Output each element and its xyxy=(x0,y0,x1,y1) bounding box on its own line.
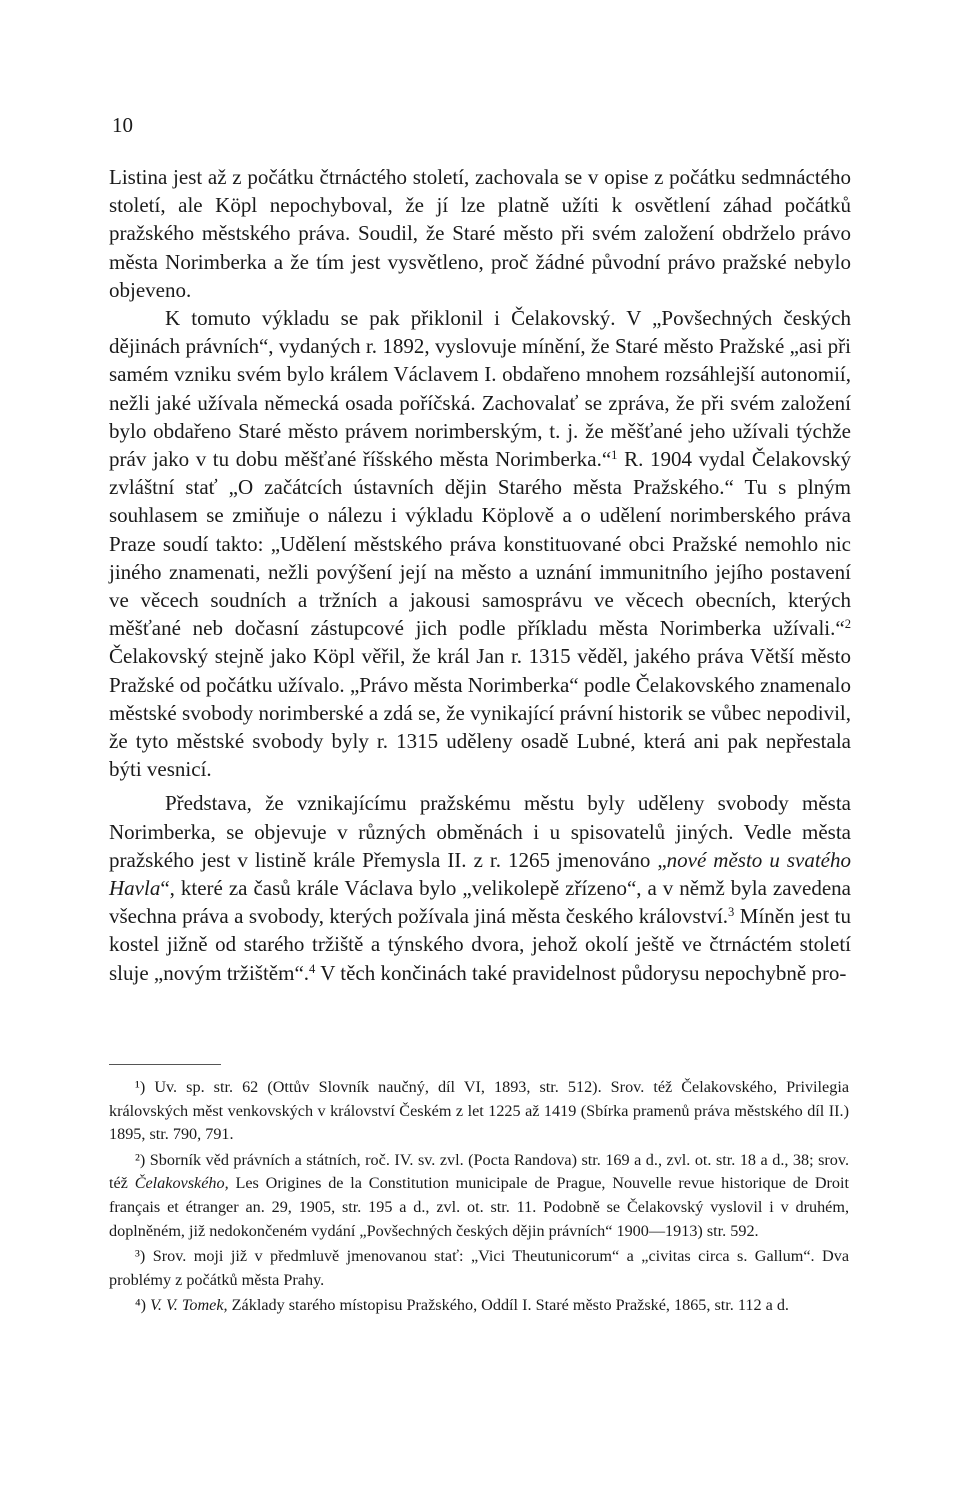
footnote-2-mark: ²) xyxy=(135,1150,146,1169)
paragraph-3-cont2: Míněn jest tu kostel jižně od starého tržiště a týnského dvora, jehož okolí ještě ve čtrnáctém století sluje „novým tržištěm“. xyxy=(109,904,851,985)
paragraph-2-end: Čelakovský stejně jako Köpl věřil, že král Jan r. 1315 věděl, jakého práva Větší město Pražské od počátku užívalo. „Právo města Norimberka“ podle Čelakovského znamenalo městské svobody norimberské a zdá se, že vynikající právní historik se vůbec nepodivil, že tyto městské svobody byly r. 1315 uděleny osadě Lubné, která ani pak nepřestala býti vesnicí. xyxy=(109,644,851,782)
paragraph-2-text: K tomuto výkladu se pak přiklonil i Čelakovský. V „Povšechných českých dějinách právních“, vydaných r. 1892, vyslovuje mínění, že Staré město Pražské „asi při samém vzniku svém bylo králem Václavem I. obdařeno mnohem rozsáhlejší autonomií, nežli jaké užívala německá osada poříčská. Zachovalať se zpráva, že při svém založení bylo obdařeno Staré město právem norimberským, t. j. že měšťané jeho užívali týchže práv jako v tu dobu měšťané říšského města Norimberka.“ xyxy=(109,306,851,472)
paragraph-3 xyxy=(109,789,851,986)
footnote-4-mark: ⁴) xyxy=(135,1296,147,1315)
page-number: 10 xyxy=(112,113,133,137)
footnote-mark-2: 2 xyxy=(844,617,851,632)
paragraph-3-end: V těch končinách také pravidelnost půdorysu nepochybně pro- xyxy=(320,960,847,985)
footnote-3 xyxy=(109,1245,849,1292)
footnote-2-italic: Čelakovského, xyxy=(134,1174,229,1193)
footnote-3-mark: ³) xyxy=(135,1247,146,1266)
footnote-2-text-a: Sborník věd právních a státních, roč. IV. sv. zvl. (Pocta Randova) str. 169 a d., zvl. ot. str. 18 a d., 38; srov. též xyxy=(109,1150,849,1193)
footnote-1-text: Uv. sp. str. 62 (Ottův Slovník naučný, díl VI, 1893, str. 512). Srov. též Čelakovského, Privilegia královských měst venkovských v království Českém z let 1225 až 1419 (Sbírka pramenů práva městského díl II.) 1895, str. 790, 791. xyxy=(109,1078,850,1144)
footnote-1 xyxy=(109,1076,849,1147)
footnote-2-text-b: Les Origines de la Constitution municipale de Prague, Nouvelle revue historique de Droit français et étranger an. 29, 1905, str. 195 a d., zvl. ot. str. 11. Podobně se Čelakovský vyslovil i v druhém, doplněném, již nedokončeném vydání „Povšechných českých dějin právních“ 1900—1913) str. 592. xyxy=(109,1174,849,1240)
footnote-separator xyxy=(109,1064,221,1065)
paragraph-3-cont: “, které za časů krále Václava bylo „velikolepě zřízeno“, a v němž byla zavedena všechna práva a svobody, kterých požívala jiná města českého království. xyxy=(109,876,851,929)
paragraph-1: Listina jest až z počátku čtrnáctého století, zachovala se v opise z počátku sedmnáctého století, ale Köpl nepochyboval, že jí lze platně užíti k osvětlení záhad počátků pražského městského práva. Soudil, že Staré město při svém založení obdrželo právo města Norimberka a že tím jest vysvětleno, proč žádné původní právo pražské nebylo objeveno. xyxy=(109,165,851,302)
footnote-3-text: Srov. moji již v předmluvě jmenovanou stať: „Vici Theutunicorum“ a „civitas circa s. Gallum“. Dva problémy z počátků města Prahy. xyxy=(109,1247,850,1289)
paragraph-2 xyxy=(109,304,851,783)
footnote-mark-4: 4 xyxy=(309,961,316,976)
paragraph-3-text: Představa, že vznikajícímu pražskému městu byly uděleny svobody města Norimberka, se objevuje v různých obměnách i u spisovatelů jiných. Vedle města pražského jest v listině krále Přemysla II. z r. 1265 jmenováno „ xyxy=(109,791,851,872)
footnote-mark-3: 3 xyxy=(728,905,735,920)
footnote-1-mark: ¹) xyxy=(135,1078,146,1096)
paragraph-3-italic: nové město u svatého Havla xyxy=(109,847,851,901)
paragraph-2-cont: R. 1904 vydal Čelakovský zvláštní stať „O začátcích ústavních dějin Starého města Pražského.“ Tu s plným souhlasem se zmiňuje o nálezu i výkladu Köplově a o udělení norimberského práva Praze soudí takto: „Udělení městského práva konstituované obci Pražské nemohlo nic jiného znamenati, nežli povýšení její na město a uznání immunitního jejího postavení ve věcech soudních a tržních a jakousi samosprávu ve věcech obecních, kterých měšťané neb dočasní zástupcové jich podle příkladu města Norimberka užívali.“ xyxy=(109,447,852,641)
footnote-4-italic: V. V. Tomek, xyxy=(150,1296,228,1315)
footnote-2 xyxy=(109,1149,849,1243)
footnote-4 xyxy=(109,1294,849,1318)
footnote-4-text: Základy starého místopisu Pražského, Oddíl I. Staré město Pražské, 1865, str. 112 a d. xyxy=(227,1296,789,1315)
body-text xyxy=(109,163,851,987)
footnotes xyxy=(109,1076,849,1320)
footnote-mark-1: 1 xyxy=(611,448,618,463)
